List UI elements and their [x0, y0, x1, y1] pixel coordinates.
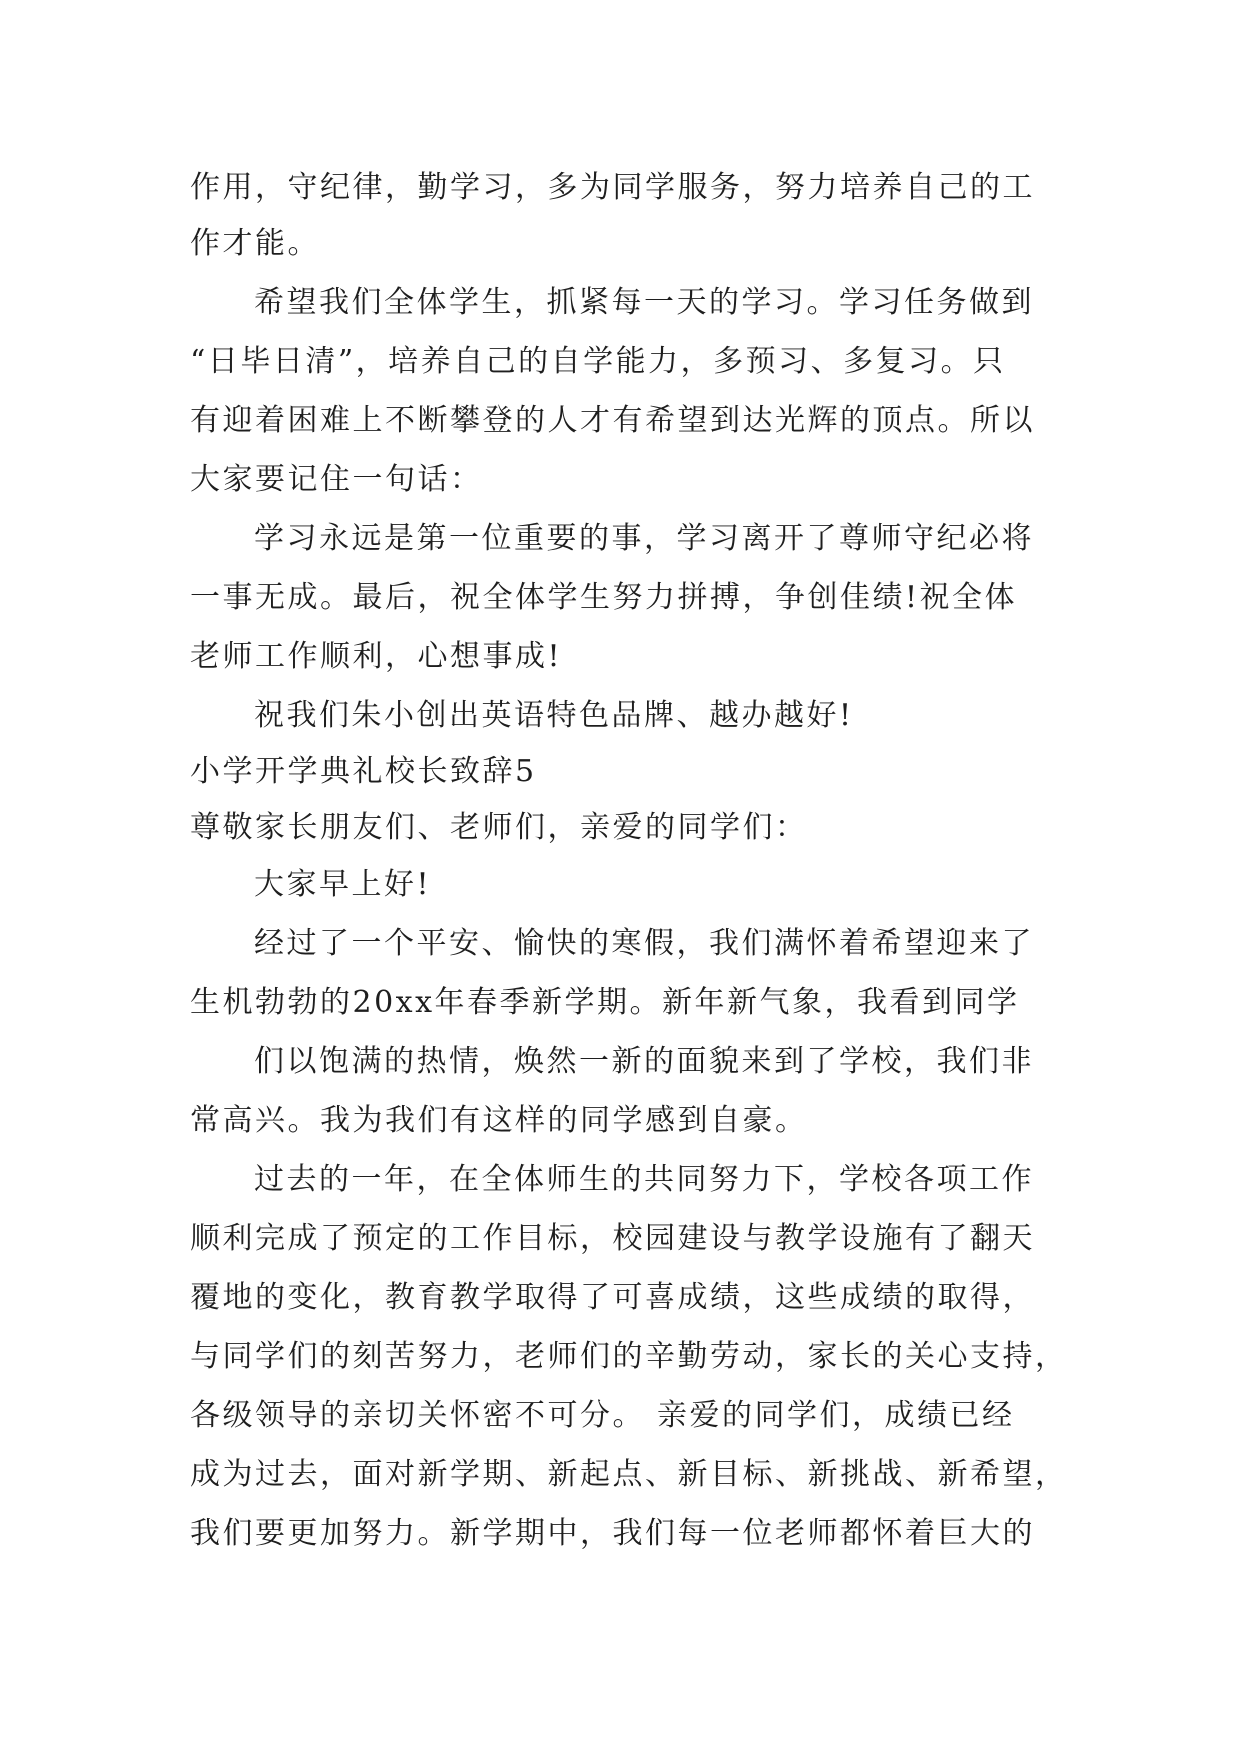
text-line: 各级领导的亲切关怀密不可分。 亲爱的同学们，成绩已经: [190, 1398, 1015, 1433]
greeting: 大家早上好!: [254, 867, 432, 902]
text-line: 生机勃勃的20xx年春季新学期。新年新气象，我看到同学: [190, 985, 1020, 1020]
text-line: “日毕日清”，培养自己的自学能力，多预习、多复习。只: [190, 344, 1006, 379]
text-line: 作才能。: [190, 226, 320, 261]
text-line: 过去的一年，在全体师生的共同努力下，学校各项工作: [254, 1162, 1034, 1197]
text-line: 一事无成。最后，祝全体学生努力拼搏，争创佳绩!祝全体: [190, 580, 1018, 615]
text-line: 顺利完成了预定的工作目标，校园建设与教学设施有了翻天: [190, 1221, 1035, 1256]
text-line: 成为过去，面对新学期、新起点、新目标、新挑战、新希望，: [190, 1457, 1068, 1492]
text-line: 老师工作顺利，心想事成!: [190, 639, 563, 674]
text-line: 们以饱满的热情，焕然一新的面貌来到了学校，我们非: [254, 1044, 1034, 1079]
text-line: 我们要更加努力。新学期中，我们每一位老师都怀着巨大的: [190, 1516, 1035, 1551]
text-line: 祝我们朱小创出英语特色品牌、越办越好!: [254, 698, 854, 733]
text-line: 经过了一个平安、愉快的寒假，我们满怀着希望迎来了: [254, 926, 1034, 961]
text-line: 有迎着困难上不断攀登的人才有希望到达光辉的顶点。所以: [190, 403, 1035, 438]
text-line: 与同学们的刻苦努力，老师们的辛勤劳动，家长的关心支持，: [190, 1339, 1068, 1374]
section-heading: 小学开学典礼校长致辞5: [190, 754, 537, 789]
text-line: 希望我们全体学生，抓紧每一天的学习。学习任务做到: [254, 285, 1034, 320]
text-line: 覆地的变化，教育教学取得了可喜成绩，这些成绩的取得，: [190, 1280, 1035, 1315]
salutation: 尊敬家长朋友们、老师们，亲爱的同学们：: [190, 810, 808, 845]
text-line: 大家要记住一句话：: [190, 462, 483, 497]
text-line: 作用，守纪律，勤学习，多为同学服务，努力培养自己的工: [190, 170, 1035, 205]
text-line: 学习永远是第一位重要的事，学习离开了尊师守纪必将: [254, 521, 1034, 556]
text-line: 常高兴。我为我们有这样的同学感到自豪。: [190, 1103, 808, 1138]
